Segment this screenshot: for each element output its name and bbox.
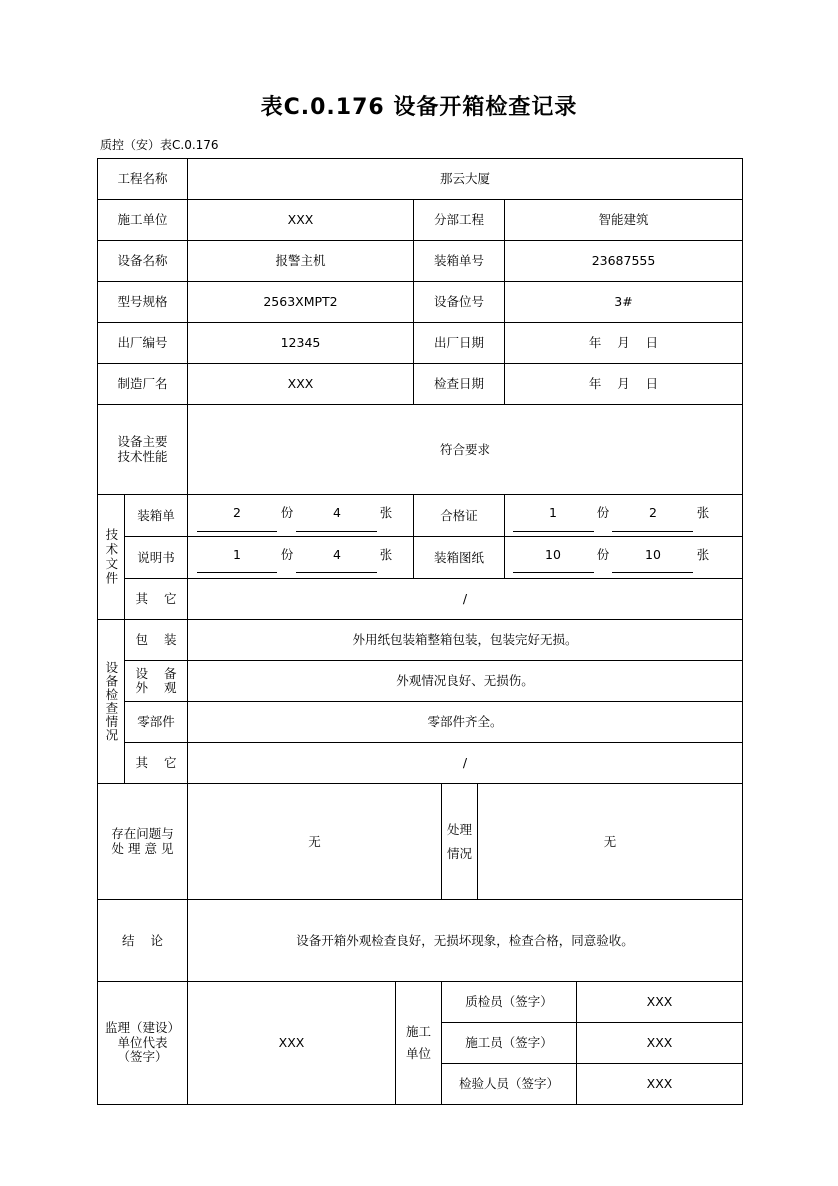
packaging-value[interactable]: 外用纸包装箱整箱包装，包装完好无损。 bbox=[352, 632, 578, 648]
tech-other-label: 其 它 bbox=[135, 591, 177, 607]
inspector-label: 检验人员（签字） bbox=[458, 1076, 559, 1092]
inspector-signature[interactable]: XXX bbox=[646, 1076, 673, 1092]
certificate-label: 合格证 bbox=[440, 507, 478, 523]
constructor-signature[interactable]: XXX bbox=[646, 1035, 673, 1051]
equipment-name-value[interactable]: 报警主机 bbox=[275, 253, 326, 269]
performance-label-line1: 设备主要 bbox=[117, 434, 168, 450]
serial-label: 出厂编号 bbox=[117, 335, 168, 351]
form-code: 质控（安）表C.0.176 bbox=[100, 138, 219, 152]
manufacturer-value[interactable]: XXX bbox=[287, 376, 314, 392]
packing-number-value[interactable]: 23687555 bbox=[591, 253, 656, 269]
equipment-position-value[interactable]: 3# bbox=[614, 294, 633, 310]
inspection-other-label: 其 它 bbox=[135, 755, 177, 771]
tech-other-value[interactable]: / bbox=[462, 591, 468, 607]
certificate-sheets[interactable]: 2 bbox=[649, 505, 657, 521]
inspection-group-label: 设备检查情况 bbox=[103, 661, 119, 742]
constructor-label: 施工员（签字） bbox=[465, 1035, 553, 1051]
construction-unit-sign-label bbox=[396, 982, 441, 1104]
manual-copies[interactable]: 1 bbox=[233, 547, 241, 563]
construction-unit-value[interactable]: XXX bbox=[287, 212, 314, 228]
manual-sheets[interactable]: 4 bbox=[333, 547, 341, 563]
handling-value[interactable]: 无 bbox=[603, 833, 617, 849]
supervisor-label bbox=[98, 982, 187, 1104]
appearance-label bbox=[125, 661, 187, 701]
drawings-sheets[interactable]: 10 bbox=[645, 547, 661, 563]
inspection-date-value[interactable]: 年 月 日 bbox=[588, 376, 659, 392]
parts-value[interactable]: 零部件齐全。 bbox=[427, 714, 503, 730]
handling-label bbox=[442, 784, 477, 899]
certificate-sheets-unit: 张 bbox=[696, 505, 710, 521]
packaging-label: 包 装 bbox=[135, 632, 177, 648]
appearance-label-line1: 设 备 bbox=[135, 665, 177, 681]
packing-list-copies-unit: 份 bbox=[280, 505, 294, 521]
drawings-label: 装箱图纸 bbox=[433, 549, 484, 565]
packing-list-label: 装箱单 bbox=[137, 507, 175, 523]
packing-list-copies[interactable]: 2 bbox=[233, 505, 241, 521]
issues-label-line1: 存在问题与 bbox=[111, 826, 174, 842]
parts-label: 零部件 bbox=[137, 714, 175, 730]
packing-list-sheets[interactable]: 4 bbox=[333, 505, 341, 521]
project-value[interactable]: 那云大厦 bbox=[439, 171, 490, 187]
drawings-copies-unit: 份 bbox=[596, 547, 610, 563]
handling-label-line1: 处理 bbox=[446, 821, 472, 837]
construction-unit-sign-line1: 施工 bbox=[405, 1023, 431, 1039]
appearance-label-line2: 外 观 bbox=[135, 680, 177, 695]
construction-unit-sign-line2: 单位 bbox=[405, 1046, 431, 1061]
construction-unit-label: 施工单位 bbox=[117, 212, 168, 228]
sub-project-value[interactable]: 智能建筑 bbox=[598, 212, 649, 228]
manual-copies-unit: 份 bbox=[280, 547, 294, 563]
conclusion-value[interactable]: 设备开箱外观检查良好，无损坏现象，检查合格，同意验收。 bbox=[296, 932, 634, 948]
performance-label bbox=[98, 405, 187, 494]
equipment-position-label: 设备位号 bbox=[433, 294, 484, 310]
inspection-other-value[interactable]: / bbox=[462, 755, 468, 771]
drawings-sheets-unit: 张 bbox=[696, 547, 710, 563]
page-title: 表C.0.176 设备开箱检查记录 bbox=[260, 95, 578, 120]
manual-label: 说明书 bbox=[137, 549, 175, 565]
manual-sheets-unit: 张 bbox=[379, 547, 393, 563]
model-value[interactable]: 2563XMPT2 bbox=[263, 294, 338, 310]
tech-docs-group-label: 技术文件 bbox=[103, 528, 119, 586]
conclusion-label: 结 论 bbox=[122, 932, 163, 948]
sub-project-label: 分部工程 bbox=[433, 212, 484, 228]
serial-value[interactable]: 12345 bbox=[280, 335, 321, 351]
appearance-value[interactable]: 外观情况良好、无损伤。 bbox=[396, 673, 534, 689]
factory-date-value[interactable]: 年 月 日 bbox=[588, 335, 659, 351]
manufacturer-label: 制造厂名 bbox=[117, 376, 168, 392]
equipment-name-label: 设备名称 bbox=[117, 253, 168, 269]
performance-label-line2: 技术性能 bbox=[117, 448, 168, 464]
inspection-date-label: 检查日期 bbox=[433, 376, 484, 392]
certificate-copies[interactable]: 1 bbox=[549, 505, 557, 521]
model-label: 型号规格 bbox=[117, 294, 168, 310]
issues-value[interactable]: 无 bbox=[308, 833, 321, 849]
packing-list-sheets-unit: 张 bbox=[379, 505, 393, 521]
drawings-copies[interactable]: 10 bbox=[545, 547, 561, 563]
quality-inspector-label: 质检员（签字） bbox=[465, 994, 553, 1010]
handling-label-line2: 情况 bbox=[446, 845, 472, 861]
supervisor-label-line2: 单位代表 bbox=[117, 1034, 168, 1050]
factory-date-label: 出厂日期 bbox=[433, 335, 484, 351]
packing-number-label: 装箱单号 bbox=[433, 253, 484, 269]
issues-label bbox=[98, 784, 187, 899]
supervisor-label-line3: （签字） bbox=[117, 1049, 168, 1065]
issues-label-line2: 处 理 意 见 bbox=[111, 840, 174, 856]
supervisor-label-line1: 监理（建设） bbox=[104, 1020, 180, 1036]
supervisor-signature[interactable]: XXX bbox=[278, 1035, 305, 1051]
quality-inspector-signature[interactable]: XXX bbox=[646, 994, 673, 1010]
project-label: 工程名称 bbox=[117, 171, 168, 187]
certificate-copies-unit: 份 bbox=[596, 505, 610, 521]
performance-value[interactable]: 符合要求 bbox=[439, 441, 490, 457]
